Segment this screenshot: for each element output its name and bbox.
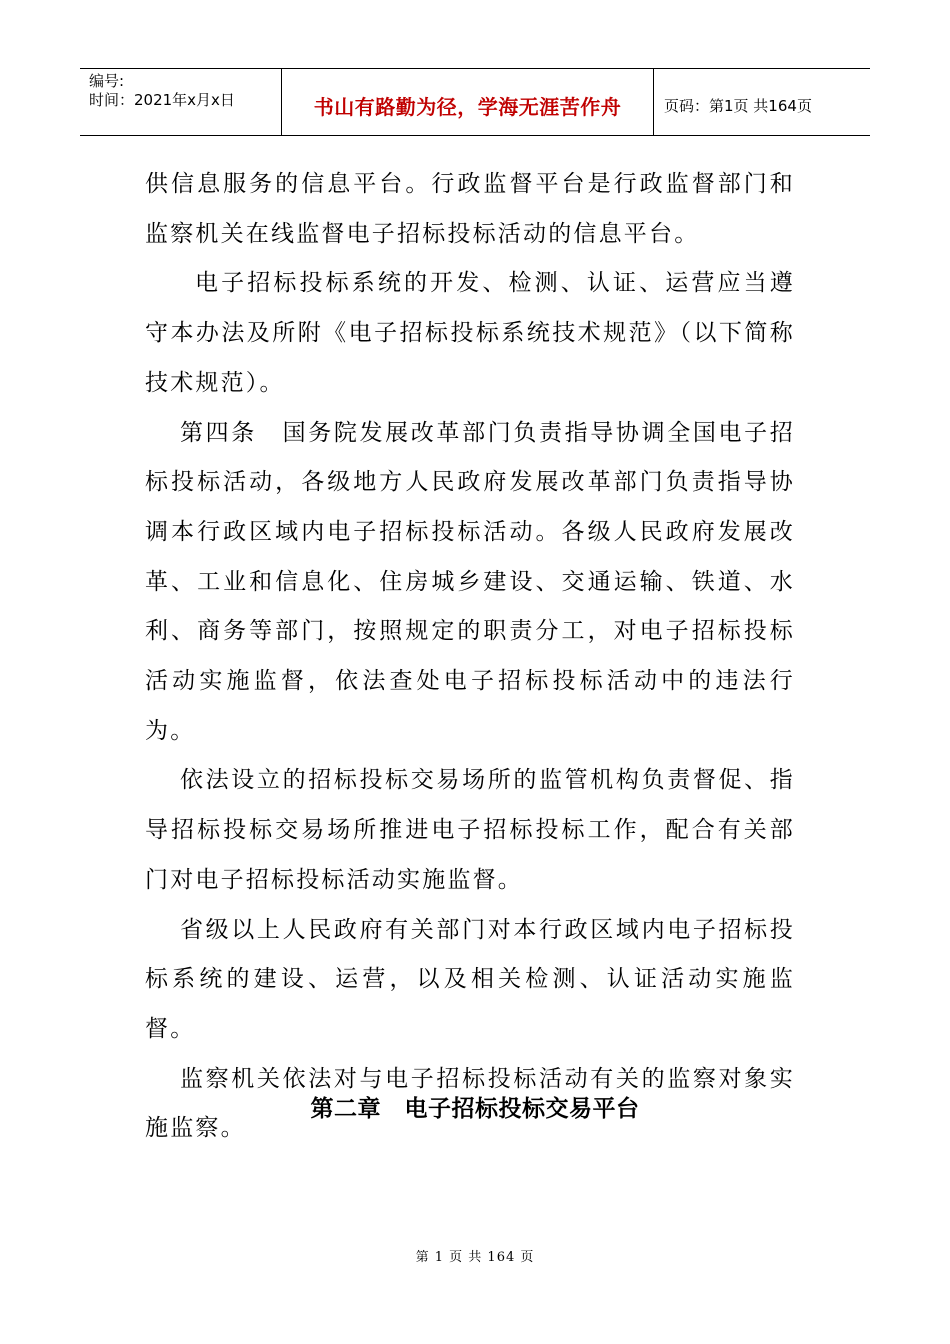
paragraph-6: 监察机关依法对与电子招标投标活动有关的监察对象实施监察。 [145, 1065, 795, 1142]
chapter-heading: 第二章 电子招标投标交易平台 [310, 1096, 640, 1122]
paragraph-1: 供信息服务的信息平台。行政监督平台是行政监督部门和监察机关在线监督电子招标投标活动的信息平台。 [145, 171, 795, 247]
header-page-info: 页码：第1页 共164页 [664, 96, 812, 115]
document-number-label: 编号: [89, 72, 125, 90]
paragraph-article-4: 第四条 国务院发展改革部门负责指导协调全国电子招标投标活动，各级地方人民政府发展改革部门负责指导协调本行政区域内电子招标投标活动。各级人民政府发展改革、工业和信息化、住房城乡建设、交通运输、铁道、水利、商务等部门，按照规定的职责分工，对电子招标投标活动实施监督，依法查处电子招标投标活动中的违法行为。 [145, 419, 795, 744]
document-date-label: 时间：2021年x月x日 [89, 91, 235, 109]
paragraph-4: 依法设立的招标投标交易场所的监管机构负责督促、指导招标投标交易场所推进电子招标投标工作，配合有关部门对电子招标投标活动实施监督。 [145, 767, 795, 893]
header-motto: 书山有路勤为径，学海无涯苦作舟 [282, 69, 654, 135]
document-body [145, 160, 795, 1154]
paragraph-2: 电子招标投标系统的开发、检测、认证、运营应当遵守本办法及所附《电子招标投标系统技术规范》（以下简称技术规范）。 [145, 270, 795, 396]
document-header [80, 68, 870, 136]
header-meta-cell [80, 69, 282, 135]
page-footer: 第 1 页 共 164 页 [415, 1250, 535, 1265]
paragraph-5: 省级以上人民政府有关部门对本行政区域内电子招标投标系统的建设、运营，以及相关检测、认证活动实施监督。 [145, 916, 795, 1042]
